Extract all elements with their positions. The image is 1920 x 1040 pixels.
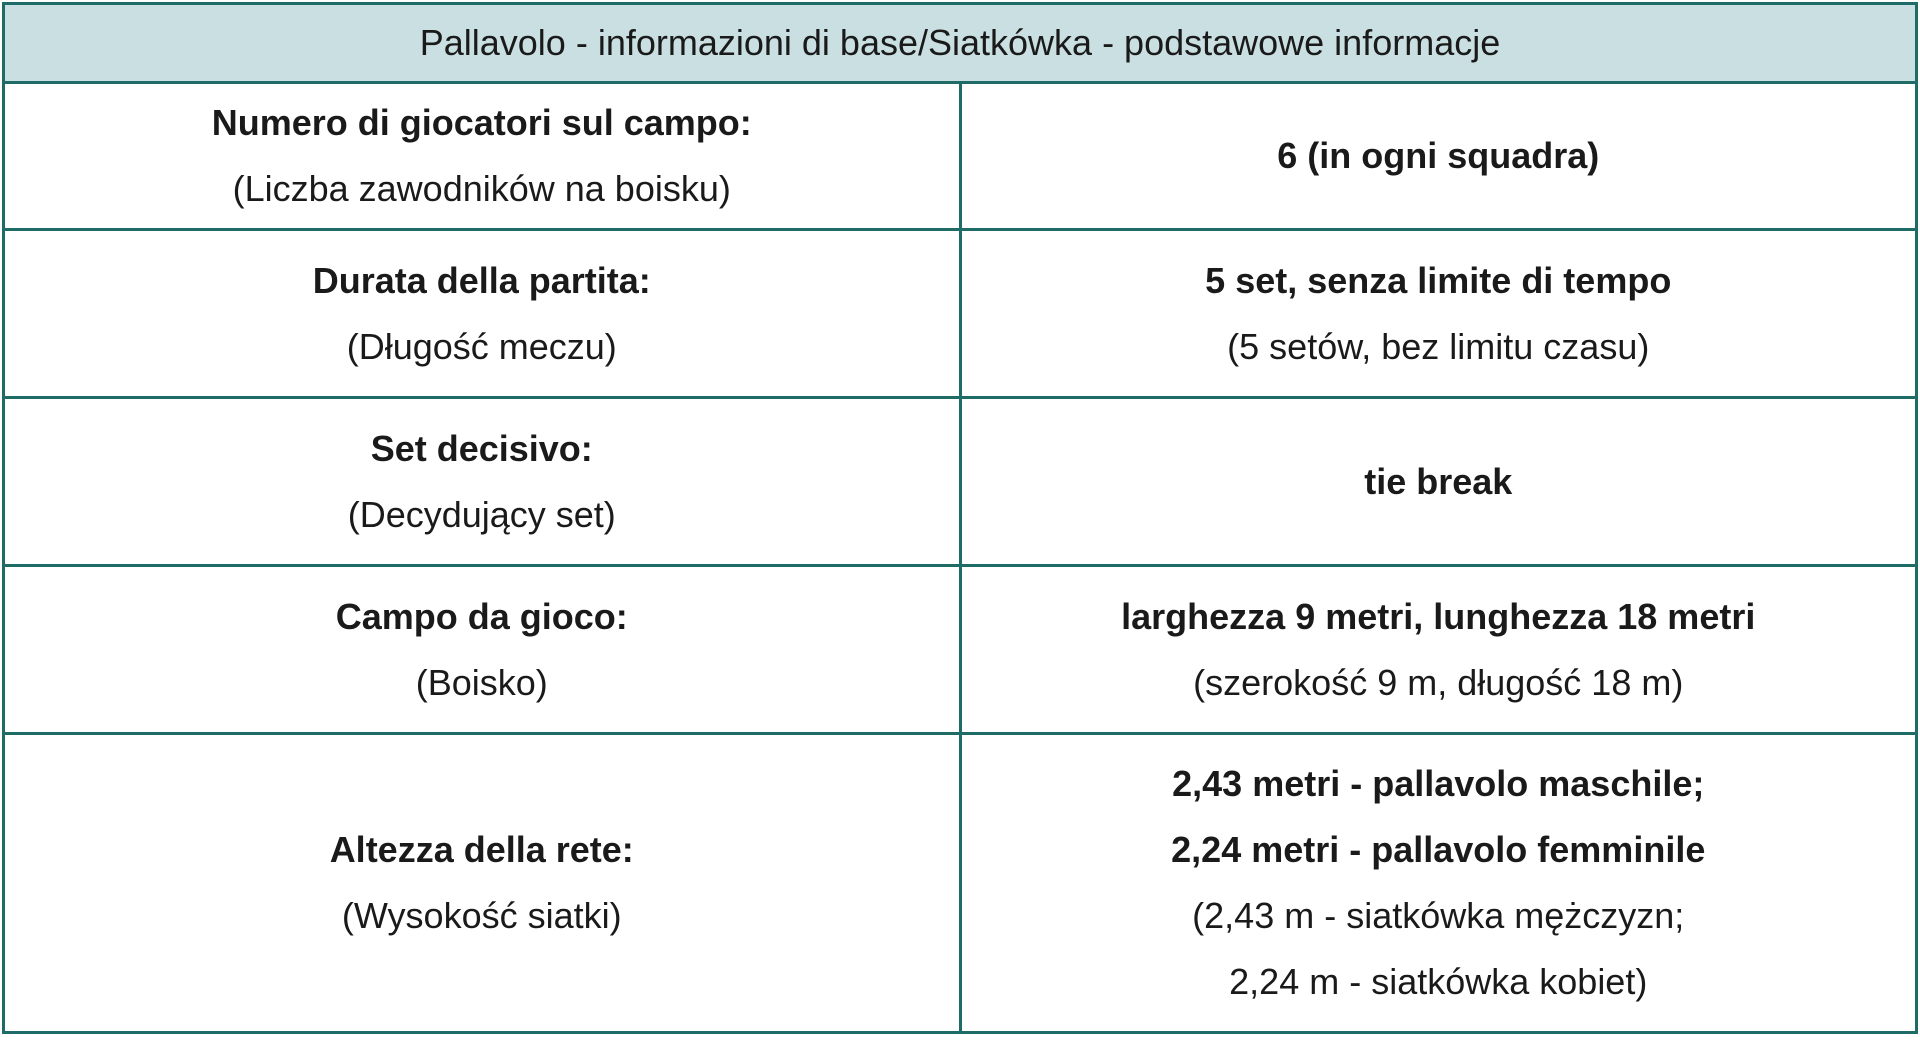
table-header-row (4, 4, 1917, 83)
row-label-cell (4, 230, 961, 398)
row-label-cell (4, 566, 961, 734)
table-row (4, 566, 1917, 734)
row-value-cell (960, 83, 1917, 230)
label-polish: (Boisko) (415, 661, 548, 703)
row-value-cell (960, 734, 1917, 1033)
row-label-cell (4, 83, 961, 230)
label-italian: Altezza della rete: (329, 829, 634, 870)
label-polish: (Decydujący set) (347, 493, 616, 535)
label-italian: Numero di giocatori sul campo: (211, 102, 752, 143)
value-italian: larghezza 9 metri, lunghezza 18 metri (1121, 595, 1756, 637)
value-polish: (5 setów, bez limitu czasu) (1227, 325, 1650, 367)
row-value-cell (960, 230, 1917, 398)
value-polish-men: (2,43 m - siatkówka mężczyzn; (1192, 895, 1685, 936)
row-value-cell (960, 398, 1917, 566)
value-italian-women: 2,24 metri - pallavolo femminile (1171, 829, 1706, 870)
table-row (4, 230, 1917, 398)
row-label-cell (4, 734, 961, 1033)
table-title: Pallavolo - informazioni di base/Siatkówka - podstawowe informacje (4, 4, 1917, 83)
table-row (4, 83, 1917, 230)
value-italian: tie break (1364, 460, 1513, 502)
value-italian: 6 (in ogni squadra) (1277, 135, 1600, 176)
value-italian-men: 2,43 metri - pallavolo maschile; (1172, 763, 1705, 804)
label-polish: (Wysokość siatki) (341, 895, 622, 936)
table-row (4, 398, 1917, 566)
value-polish-women: 2,24 m - siatkówka kobiet) (1229, 961, 1648, 1002)
row-value-cell (960, 566, 1917, 734)
volleyball-info-table (2, 2, 1918, 1034)
table-row (4, 734, 1917, 1033)
value-polish: (szerokość 9 m, długość 18 m) (1193, 661, 1684, 703)
value-italian: 5 set, senza limite di tempo (1205, 259, 1672, 301)
label-italian: Set decisivo: (370, 427, 593, 469)
label-polish: (Liczba zawodników na boisku) (232, 168, 731, 209)
label-italian: Campo da gioco: (335, 595, 628, 637)
label-polish: (Długość meczu) (346, 325, 617, 367)
label-italian: Durata della partita: (312, 259, 651, 301)
row-label-cell (4, 398, 961, 566)
